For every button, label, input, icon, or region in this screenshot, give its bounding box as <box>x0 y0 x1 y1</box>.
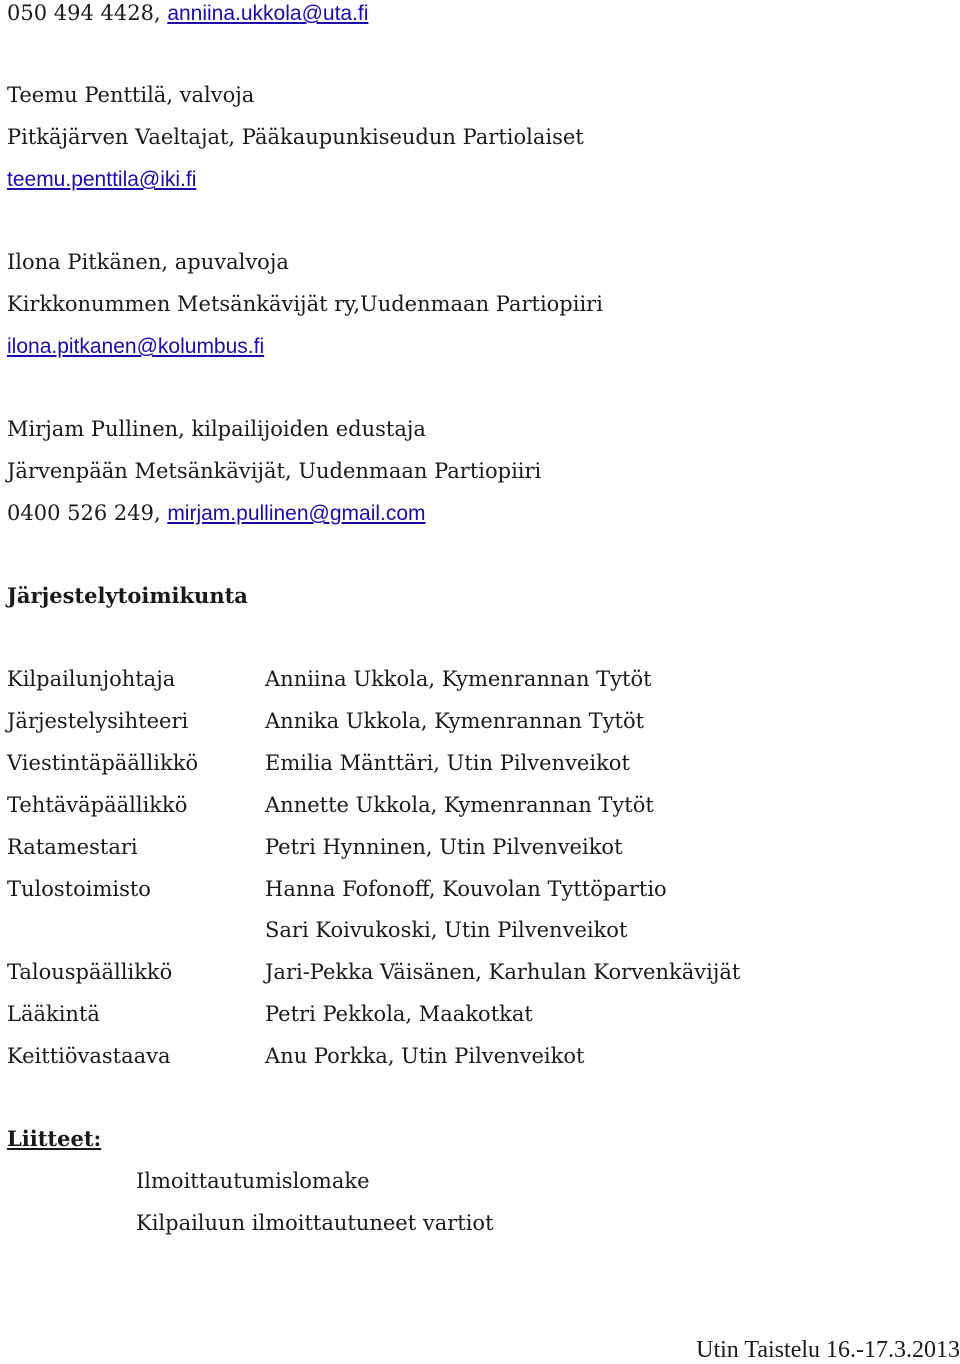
pullinen-contact-line <box>7 500 426 527</box>
top-phone: 050 494 4428, <box>7 1 168 25</box>
committee-person: Hanna Fofonoff, Kouvolan Tyttöpartio <box>265 877 667 901</box>
penttila-name-role: Teemu Penttilä, valvoja <box>7 83 255 107</box>
penttila-email-line <box>7 166 196 193</box>
committee-role: Ratamestari <box>7 835 138 859</box>
committee-role: Tehtäväpäällikkö <box>7 793 188 817</box>
committee-role: Talouspäällikkö <box>7 960 173 984</box>
attachment-item: Ilmoittautumislomake <box>136 1169 370 1193</box>
pullinen-name-role: Mirjam Pullinen, kilpailijoiden edustaja <box>7 417 426 441</box>
committee-person: Emilia Mänttäri, Utin Pilvenveikot <box>265 751 630 775</box>
pullinen-phone: 0400 526 249, <box>7 501 168 525</box>
pullinen-email-link[interactable]: mirjam.pullinen@gmail.com <box>167 502 426 525</box>
pullinen-organization: Järvenpään Metsänkävijät, Uudenmaan Partiopiiri <box>7 459 542 483</box>
committee-role: Keittiövastaava <box>7 1044 171 1068</box>
committee-heading: Järjestelytoimikunta <box>7 583 248 608</box>
committee-person: Sari Koivukoski, Utin Pilvenveikot <box>265 918 628 942</box>
pitkanen-organization: Kirkkonummen Metsänkävijät ry,Uudenmaan Partiopiiri <box>7 292 603 316</box>
committee-person: Annette Ukkola, Kymenrannan Tytöt <box>265 793 654 817</box>
pitkanen-name-role: Ilona Pitkänen, apuvalvoja <box>7 250 289 274</box>
footer-event-title: Utin Taistelu 16.-17.3.2013 <box>696 1337 960 1363</box>
attachments-heading: Liitteet: <box>7 1126 102 1151</box>
penttila-organization: Pitkäjärven Vaeltajat, Pääkaupunkiseudun Partiolaiset <box>7 125 584 149</box>
committee-role: Viestintäpäällikkö <box>7 751 199 775</box>
penttila-email-link[interactable]: teemu.penttila@iki.fi <box>7 168 197 191</box>
committee-person: Anniina Ukkola, Kymenrannan Tytöt <box>265 667 652 691</box>
top-contact-line <box>7 0 368 27</box>
attachment-item: Kilpailuun ilmoittautuneet vartiot <box>136 1211 494 1235</box>
committee-person: Petri Hynninen, Utin Pilvenveikot <box>265 835 623 859</box>
pitkanen-email-line <box>7 333 264 360</box>
committee-person: Annika Ukkola, Kymenrannan Tytöt <box>265 709 645 733</box>
committee-role: Kilpailunjohtaja <box>7 667 176 691</box>
committee-role: Tulostoimisto <box>7 877 151 901</box>
committee-role: Järjestelysihteeri <box>7 709 189 733</box>
committee-role: Lääkintä <box>7 1002 100 1026</box>
committee-person: Anu Porkka, Utin Pilvenveikot <box>265 1044 585 1068</box>
committee-person: Petri Pekkola, Maakotkat <box>265 1002 533 1026</box>
pitkanen-email-link[interactable]: ilona.pitkanen@kolumbus.fi <box>7 335 265 358</box>
top-email-link[interactable]: anniina.ukkola@uta.fi <box>167 2 369 25</box>
committee-person: Jari-Pekka Väisänen, Karhulan Korvenkävijät <box>265 960 741 984</box>
